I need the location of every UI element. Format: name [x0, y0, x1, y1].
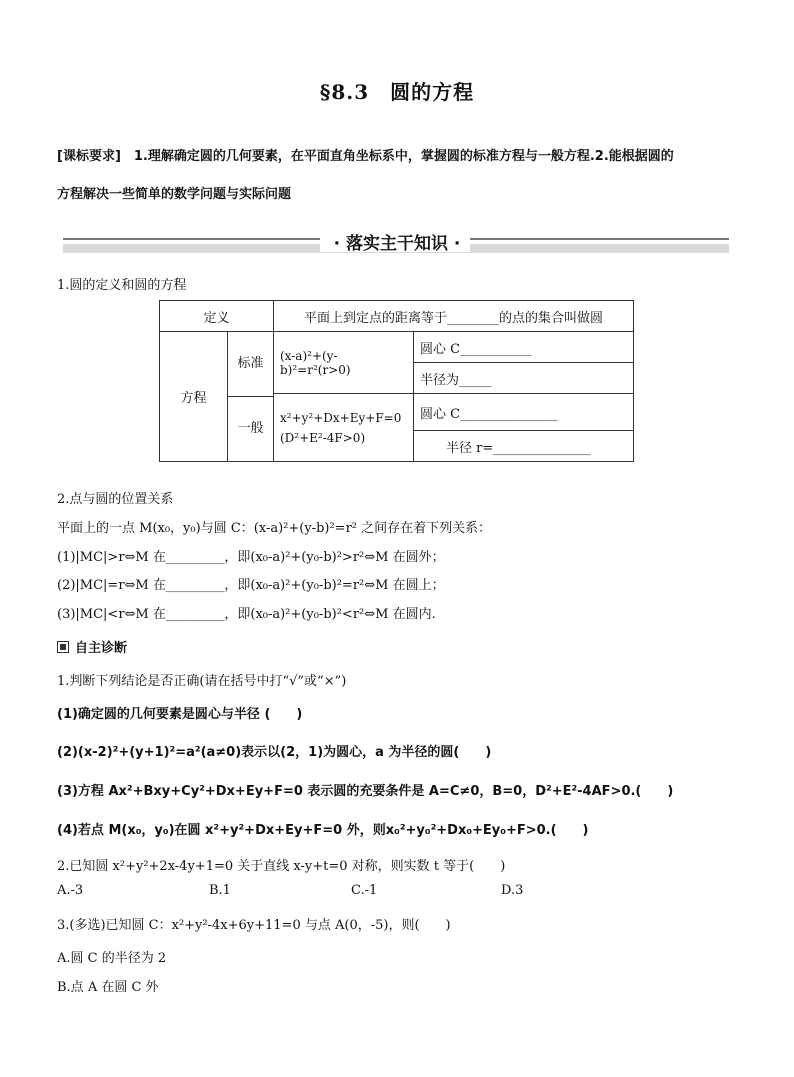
definition-label: 定义: [160, 301, 274, 332]
q2-option-a: A.-3: [57, 883, 84, 898]
q3-option-b: B.点 A 在圆 C 外: [57, 980, 159, 995]
general-equation: x²+y²+Dx+Ey+F=0: [280, 410, 402, 425]
section1-title: 1.圆的定义和圆的方程: [57, 278, 187, 293]
equation-type-col: [228, 332, 274, 461]
standard-radius: 半径为_____: [414, 363, 634, 394]
definition-text: 平面上到定点的距离等于________的点的集合叫做圆: [274, 301, 634, 332]
section-square-icon: [57, 641, 69, 653]
general-radius: 半径 r=_______________: [414, 431, 634, 462]
requirements-line-1: [课标要求] 1.理解确定圆的几何要素，在平面直角坐标系中，掌握圆的标准方程与一般方程.2.能根据圆的: [57, 149, 674, 164]
general-label: 一般: [237, 421, 264, 436]
general-condition: (D²+E²-4F>0): [280, 430, 366, 445]
q2-stem: 2.已知圆 x²+y²+2x-4y+1=0 关于直线 x-y+t=0 对称，则实数 t 等于( ): [57, 859, 506, 874]
self-diagnosis-title: 自主诊断: [75, 641, 128, 656]
requirements-line-2: 方程解决一些简单的数学问题与实际问题: [57, 187, 292, 202]
relation-outside: (1)|MC|>r⇔M 在_________，即(x₀-a)²+(y₀-b)²>r²⇔M 在圆外；: [57, 550, 445, 565]
banner-dot-left: ·: [333, 234, 341, 254]
q2-option-c: C.-1: [351, 883, 378, 898]
section2-intro: 平面上的一点 M(x₀，y₀)与圆 C：(x-a)²+(y-b)²=r² 之间存在着下列关系：: [57, 521, 492, 536]
q1-statement-2: (2)(x-2)²+(y+1)²=a²(a≠0)表示以(2，1)为圆心，a 为半径的圆( ): [57, 745, 492, 760]
self-diagnosis-header: [57, 637, 127, 656]
general-center: 圆心 C_______________: [414, 394, 634, 431]
banner-dot-right: ·: [453, 234, 461, 254]
equation-label-cell: [160, 332, 274, 462]
q1-statement-3: (3)方程 Ax²+Bxy+Cy²+Dx+Ey+F=0 表示圆的充要条件是 A=C≠0，B=0，D²+E²-4AF>0.( ): [57, 784, 674, 799]
page-title: §8.3 圆的方程: [319, 80, 475, 104]
equation-label: 方程: [160, 332, 228, 461]
q2-option-b: B.1: [209, 883, 231, 898]
general-equation-cell: [274, 394, 414, 462]
q1-statement-1: (1)确定圆的几何要素是圆心与半径 ( ): [57, 707, 303, 722]
banner-label: 落实主干知识: [346, 234, 448, 254]
relation-inside: (3)|MC|<r⇔M 在_________，即(x₀-a)²+(y₀-b)²<r²⇔M 在圆内.: [57, 607, 436, 622]
q3-stem: 3.(多选)已知圆 C：x²+y²-4x+6y+11=0 与点 A(0，-5)，则( ): [57, 918, 451, 933]
q2-option-d: D.3: [501, 883, 524, 898]
standard-equation: (x-a)²+(y-b)²=r²(r>0): [274, 332, 414, 394]
q1-statement-4: (4)若点 M(x₀，y₀)在圆 x²+y²+Dx+Ey+F=0 外，则x₀²+y₀²+Dx₀+Ey₀+F>0.( ): [57, 823, 589, 838]
circle-definition-table: [159, 300, 634, 462]
section2-title: 2.点与圆的位置关系: [57, 492, 174, 507]
q3-option-a: A.圆 C 的半径为 2: [57, 951, 167, 966]
standard-center: 圆心 C___________: [414, 332, 634, 363]
banner-title: [0, 229, 794, 254]
relation-on: (2)|MC|=r⇔M 在_________，即(x₀-a)²+(y₀-b)²=r²⇔M 在圆上；: [57, 578, 445, 593]
standard-label: 标准: [228, 332, 273, 397]
q1-stem: 1.判断下列结论是否正确(请在括号中打“√”或“×”): [57, 674, 347, 689]
